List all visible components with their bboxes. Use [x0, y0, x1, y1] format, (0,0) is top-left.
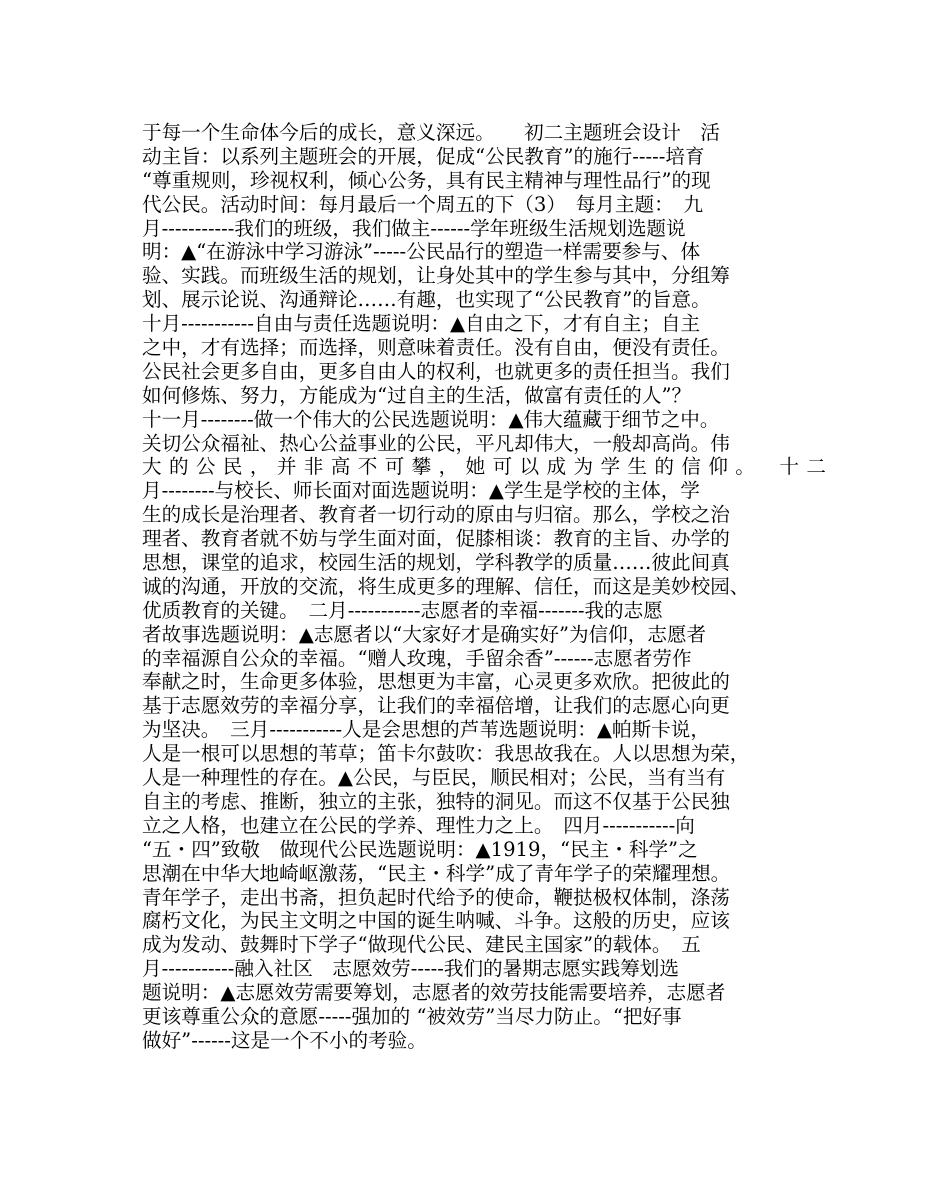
text-line: 思想，课堂的追求，校园生活的规划，学科教学的质量……彼此间真 — [142, 551, 730, 575]
text-line: 代公民。活动时间：每月最后一个周五的下（3） 每月主题： 九 — [142, 192, 704, 216]
text-line: 理者、教育者就不妨与学生面对面，促膝相谈：教育的主旨、办学的 — [142, 527, 730, 551]
text-line: 基于志愿效劳的幸福分享，让我们的幸福倍增，让我们的志愿心向更 — [142, 694, 730, 718]
text-line: 思潮在中华大地崎岖激荡，“民主・科学”成了青年学子的荣耀理想。 — [142, 861, 731, 885]
text-line: 公民社会更多自由，更多自由人的权利，也就更多的责任担当。我们 — [142, 359, 730, 383]
text-line: 奉献之时，生命更多体验，思想更为丰富，心灵更多欢欣。把彼此的 — [142, 670, 730, 694]
text-line: 更该尊重公众的意愿-----强加的 “被效劳”当尽力防止。“把好事 — [142, 1004, 682, 1028]
text-line: 优质教育的关键。 二月-----------志愿者的幸福-------我的志愿 — [142, 598, 663, 622]
text-line: 人是一种理性的存在。▲公民，与臣民，顺民相对；公民，当有当有 — [142, 766, 726, 790]
text-line: 十一月--------做一个伟大的公民选题说明：▲伟大蕴藏于细节之中。 — [142, 407, 720, 431]
text-line: 之中，才有选择；而选择，则意味着责任。没有自由，便没有责任。 — [142, 336, 730, 360]
text-line: 生的成长是治理者、教育者一切行动的原由与归宿。那么，学校之治 — [142, 503, 730, 527]
text-line: 成为发动、鼓舞时下学子“做现代公民、建民主国家”的载体。 五 — [142, 933, 701, 957]
text-line: 立之人格，也建立在公民的学养、理性力之上。 四月-----------向 — [142, 813, 695, 837]
text-line: 月-----------我们的班级，我们做主------学年班级生活规划选题说 — [142, 216, 686, 240]
text-line: 的幸福源自公众的幸福。“赠人玫瑰，手留余香”------志愿者劳作 — [142, 646, 692, 670]
text-line: 人是一根可以思想的苇草；笛卡尔鼓吹：我思故我在。人以思想为荣， — [142, 742, 750, 766]
text-line: 腐朽文化，为民主文明之中国的诞生呐喊、斗争。这般的历史，应该 — [142, 909, 730, 933]
text-line: 明：▲“在游泳中学习游泳”-----公民品行的塑造一样需要参与、体 — [142, 240, 701, 264]
text-line: 关切公众福祉、热心公益事业的公民，平凡却伟大，一般却高尚。伟 — [142, 431, 730, 455]
text-line: 验、实践。而班级生活的规划，让身处其中的学生参与其中，分组筹 — [142, 264, 730, 288]
text-line: 大的公民，并非高不可攀，她可以成为学生的信仰。 十二 — [142, 455, 826, 479]
text-line: 做好”------这是一个不小的考验。 — [142, 1028, 427, 1052]
text-line: 于每一个生命体今后的成长，意义深远。 初二主题班会设计 活 — [142, 121, 721, 144]
text-line: 自主的考虑、推断，独立的主张，独特的洞见。而这不仅基于公民独 — [142, 789, 730, 813]
text-line: 者故事选题说明：▲志愿者以“大家好才是确实好”为信仰，志愿者 — [142, 622, 707, 646]
text-line: 月-----------融入社区 志愿效劳-----我们的暑期志愿实践筹划选 — [142, 957, 679, 981]
body-text — [142, 121, 826, 1053]
text-line: 如何修炼、努力，方能成为“过自主的生活，做富有责任的人”？ — [142, 383, 692, 407]
text-line: 划、展示论说、沟通辩论……有趣，也实现了“公民教育”的旨意。 — [142, 288, 711, 312]
text-line: 月--------与校长、师长面对面选题说明：▲学生是学校的主体，学 — [142, 479, 700, 503]
text-line: “尊重规则，珍视权利，倾心公务，具有民主精神与理性品行”的现 — [142, 168, 711, 192]
text-line: 诚的沟通，开放的交流，将生成更多的理解、信任，而这是美妙校园、 — [142, 574, 750, 598]
text-line: “五・四”致敬 做现代公民选题说明：▲1919，“民主・科学”之 — [142, 837, 698, 861]
text-line: 为坚决。 三月-----------人是会思想的芦苇选题说明：▲帕斯卡说， — [142, 718, 710, 742]
text-line: 题说明：▲志愿效劳需要筹划，志愿者的效劳技能需要培养，志愿者 — [142, 981, 726, 1005]
text-line: 青年学子，走出书斋，担负起时代给予的使命，鞭挞极权体制，涤荡 — [142, 885, 730, 909]
text-line: 十月-----------自由与责任选题说明：▲自由之下，才有自主；自主 — [142, 312, 701, 336]
text-line: 动主旨：以系列主题班会的开展，促成“公民教育”的施行-----培育 — [142, 144, 705, 168]
